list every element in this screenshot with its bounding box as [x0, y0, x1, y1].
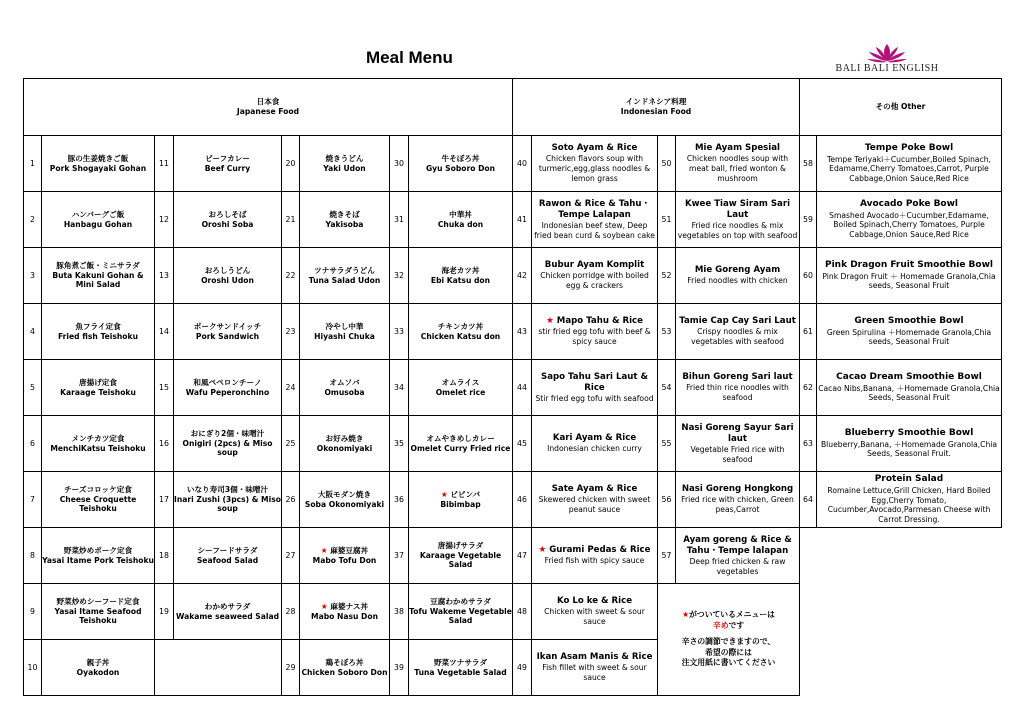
item-number: 33 [390, 304, 409, 360]
menu-item: 豚の生姜焼きご飯 Pork Shogayaki Gohan [42, 136, 155, 192]
menu-item: Mie Goreng Ayam Fried noodles with chicken [676, 248, 800, 304]
item-number: 32 [390, 248, 409, 304]
spicy-star-icon: ★ [320, 601, 328, 611]
item-number: 64 [800, 472, 817, 528]
menu-item: Ikan Asam Manis & Rice Fish fillet with sweet & sour sauce [532, 640, 658, 696]
menu-item: Green Smoothie Bowl Green Spirulina ＋Homemade Granola,Chia seeds, Seasonal Fruit [817, 304, 1002, 360]
menu-item: わかめサラダ Wakame seaweed Salad [174, 584, 282, 640]
item-number: 28 [282, 584, 300, 640]
item-number: 58 [800, 136, 817, 192]
menu-item: Sate Ayam & Rice Skewered chicken with sweet peanut sauce [532, 472, 658, 528]
menu-item: 冷やし中華 Hiyashi Chuka [300, 304, 390, 360]
menu-item: 豚角煮ご飯・ミニサラダ Buta Kakuni Gohan & Mini Salad [42, 248, 155, 304]
item-number: 36 [390, 472, 409, 528]
item-number: 62 [800, 360, 817, 416]
item-number: 45 [513, 416, 532, 472]
item-number: 13 [155, 248, 174, 304]
menu-item: Kwee Tiaw Siram Sari Laut Fried rice noodles & mix vegetables on top with seafood [676, 192, 800, 248]
menu-item: お好み焼き Okonomiyaki [300, 416, 390, 472]
item-number: 2 [24, 192, 42, 248]
item-number: 55 [658, 416, 676, 472]
menu-item: ★ 麻婆ナス丼 Mabo Nasu Don [300, 584, 390, 640]
menu-item: ★ Mapo Tahu & Rice stir fried egg tofu with beef & spicy sauce [532, 304, 658, 360]
menu-item: オムソバ Omusoba [300, 360, 390, 416]
item-number: 27 [282, 528, 300, 584]
menu-item: 野菜炒めポーク定食 Yasai Itame Pork Teishoku [42, 528, 155, 584]
menu-item: おろしうどん Oroshi Udon [174, 248, 282, 304]
menu-item: チキンカツ丼 Chicken Katsu don [409, 304, 513, 360]
menu-item: Pink Dragon Fruit Smoothie Bowl Pink Dragon Fruit ＋ Homemade Granola,Chia seeds, Seasonal Fruit [817, 248, 1002, 304]
item-number: 26 [282, 472, 300, 528]
other-header: その他 Other [800, 79, 1002, 136]
japanese-header: 日本食 Japanese Food [24, 79, 513, 136]
menu-item: 牛そぼろ丼 Gyu Soboro Don [409, 136, 513, 192]
item-number: 29 [282, 640, 300, 696]
menu-item: チーズコロッケ定食 Cheese Croquette Teishoku [42, 472, 155, 528]
menu-item: 焼きそば Yakisoba [300, 192, 390, 248]
menu-item: Blueberry Smoothie Bowl Blueberry,Banana, ＋Homemade Granola,Chia Seeds, Seasonal Fruit. [817, 416, 1002, 472]
page-title: Meal Menu [366, 48, 453, 67]
item-number: 43 [513, 304, 532, 360]
menu-item: ★ Gurami Pedas & Rice Fried fish with spicy sauce [532, 528, 658, 584]
menu-item: オムやきめしカレー Omelet Curry Fried rice [409, 416, 513, 472]
item-number: 54 [658, 360, 676, 416]
menu-item: 唐揚げ定食 Karaage Teishoku [42, 360, 155, 416]
item-number: 39 [390, 640, 409, 696]
empty-cell [155, 640, 282, 696]
item-number: 1 [24, 136, 42, 192]
item-number: 5 [24, 360, 42, 416]
item-number: 41 [513, 192, 532, 248]
item-number: 7 [24, 472, 42, 528]
item-number: 14 [155, 304, 174, 360]
item-number: 46 [513, 472, 532, 528]
item-number: 51 [658, 192, 676, 248]
menu-item: Ayam goreng & Rice & Tahu・Tempe lalapan Deep fried chicken & raw vegetables [676, 528, 800, 584]
menu-table [23, 78, 1002, 696]
item-number: 8 [24, 528, 42, 584]
item-number: 63 [800, 416, 817, 472]
spicy-star-icon: ★ [546, 316, 554, 327]
item-number: 34 [390, 360, 409, 416]
item-number: 44 [513, 360, 532, 416]
menu-item: Soto Ayam & Rice Chicken flavors soup with turmeric,egg,glass noodles & lemon grass [532, 136, 658, 192]
item-number: 40 [513, 136, 532, 192]
item-number: 56 [658, 472, 676, 528]
menu-item: Cacao Dream Smoothie Bowl Cacao Nibs,Banana, ＋Homemade Granola,Chia Seeds, Seasonal Fruit [817, 360, 1002, 416]
menu-item: 大阪モダン焼き Soba Okonomiyaki [300, 472, 390, 528]
item-number: 16 [155, 416, 174, 472]
item-number: 49 [513, 640, 532, 696]
spicy-note: ★がついているメニューは 辛めです 辛さの調節できますので、 希望の際には 注文用紙に書いてください [658, 584, 800, 696]
menu-item: 野菜ツナサラダ Tuna Vegetable Salad [409, 640, 513, 696]
menu-item: おにぎり2個・味噌汁 Onigiri (2pcs) & Miso soup [174, 416, 282, 472]
menu-item: いなり寿司3個・味噌汁 Inari Zushi (3pcs) & Miso soup [174, 472, 282, 528]
menu-item: Tamie Cap Cay Sari Laut Crispy noodles & mix vegetables with seafood [676, 304, 800, 360]
item-number: 57 [658, 528, 676, 584]
menu-item: おろしそば Oroshi Soba [174, 192, 282, 248]
item-number: 12 [155, 192, 174, 248]
item-number: 42 [513, 248, 532, 304]
empty-cell [800, 528, 1002, 696]
item-number: 17 [155, 472, 174, 528]
menu-item: Nasi Goreng Sayur Sari laut Vegetable Fried rice with seafood [676, 416, 800, 472]
menu-item: 中華丼 Chuka don [409, 192, 513, 248]
menu-item: Tempe Poke Bowl Tempe Teriyaki＋Cucumber,Boiled Spinach, Edamame,Cherry Tomatoes,Carrot, Purple Cabbage,Onion Sauce,Red Rice [817, 136, 1002, 192]
menu-item: ★ 麻婆豆腐丼 Mabo Tofu Don [300, 528, 390, 584]
indonesian-header: インドネシア料理 Indonesian Food [513, 79, 800, 136]
item-number: 60 [800, 248, 817, 304]
item-number: 11 [155, 136, 174, 192]
item-number: 3 [24, 248, 42, 304]
brand-name: BALI BALI ENGLISH [835, 63, 939, 74]
menu-item: Mie Ayam Spesial Chicken noodles soup with meat ball, fried wonton & mushroom [676, 136, 800, 192]
menu-item: 豆腐わかめサラダ Tofu Wakeme Vegetable Salad [409, 584, 513, 640]
item-number: 20 [282, 136, 300, 192]
item-number: 47 [513, 528, 532, 584]
item-number: 52 [658, 248, 676, 304]
menu-item: 魚フライ定食 Fried fish Teishoku [42, 304, 155, 360]
menu-item: 鶏そぼろ丼 Chicken Soboro Don [300, 640, 390, 696]
item-number: 6 [24, 416, 42, 472]
item-number: 35 [390, 416, 409, 472]
menu-item: Rawon & Rice & Tahu・Tempe Lalapan Indonesian beef stew, Deep fried bean curd & soybean cake [532, 192, 658, 248]
menu-item: ポークサンドイッチ Pork Sandwich [174, 304, 282, 360]
item-number: 22 [282, 248, 300, 304]
menu-item: メンチカツ定食 MenchiKatsu Teishoku [42, 416, 155, 472]
menu-item: オムライス Omelet rice [409, 360, 513, 416]
menu-item: Bubur Ayam Komplit Chicken porridge with boiled egg & crackers [532, 248, 658, 304]
menu-item: ツナサラダうどん Tuna Salad Udon [300, 248, 390, 304]
menu-item: 和風ペペロンチーノ Wafu Peperonchino [174, 360, 282, 416]
menu-item: シーフードサラダ Seafood Salad [174, 528, 282, 584]
menu-item: Nasi Goreng Hongkong Fried rice with chicken, Green peas,Carrot [676, 472, 800, 528]
item-number: 10 [24, 640, 42, 696]
spicy-star-icon: ★ [682, 610, 690, 620]
item-number: 19 [155, 584, 174, 640]
item-number: 53 [658, 304, 676, 360]
menu-item: 焼きうどん Yaki Udon [300, 136, 390, 192]
item-number: 31 [390, 192, 409, 248]
spicy-star-icon: ★ [538, 545, 547, 556]
menu-item: Bihun Goreng Sari laut Fried thin rice noodles with seafood [676, 360, 800, 416]
menu-item: Sapo Tahu Sari Laut & Rice Stir fried egg tofu with seafood [532, 360, 658, 416]
spicy-star-icon: ★ [320, 545, 328, 555]
item-number: 50 [658, 136, 676, 192]
menu-item: 海老カツ丼 Ebi Katsu don [409, 248, 513, 304]
menu-item: ★ ビビンバ Bibimbap [409, 472, 513, 528]
menu-item: 親子丼 Oyakodon [42, 640, 155, 696]
item-number: 30 [390, 136, 409, 192]
item-number: 61 [800, 304, 817, 360]
lotus-icon [864, 42, 910, 64]
item-number: 48 [513, 584, 532, 640]
item-number: 4 [24, 304, 42, 360]
item-number: 23 [282, 304, 300, 360]
menu-item: Avocado Poke Bowl Smashed Avocado＋Cucumber,Edamame, Boiled Spinach,Cherry Tomatoes, Purple Cabbage,Onion Sauce,Red Rice [817, 192, 1002, 248]
item-number: 21 [282, 192, 300, 248]
item-number: 59 [800, 192, 817, 248]
item-number: 9 [24, 584, 42, 640]
item-number: 37 [390, 528, 409, 584]
item-number: 38 [390, 584, 409, 640]
menu-item: Protein Salad Romaine Lettuce,Grill Chicken, Hard Boiled Egg,Cherry Tomato, Cucumber,Avocado,Parmesan Cheese with Carrot Dressing. [817, 472, 1002, 528]
menu-item: Ko Lo ke & Rice Chicken with sweet & sour sauce [532, 584, 658, 640]
item-number: 25 [282, 416, 300, 472]
item-number: 18 [155, 528, 174, 584]
item-number: 24 [282, 360, 300, 416]
brand-logo [812, 42, 962, 72]
menu-item: ハンバーグご飯 Hanbagu Gohan [42, 192, 155, 248]
menu-item: Kari Ayam & Rice Indonesian chicken curry [532, 416, 658, 472]
menu-item: 野菜炒めシーフード定食 Yasai Itame Seafood Teishoku [42, 584, 155, 640]
spicy-star-icon: ★ [440, 489, 448, 499]
menu-item: 唐揚げサラダ Karaage Vegetable Salad [409, 528, 513, 584]
menu-item: ビーフカレー Beef Curry [174, 136, 282, 192]
item-number: 15 [155, 360, 174, 416]
